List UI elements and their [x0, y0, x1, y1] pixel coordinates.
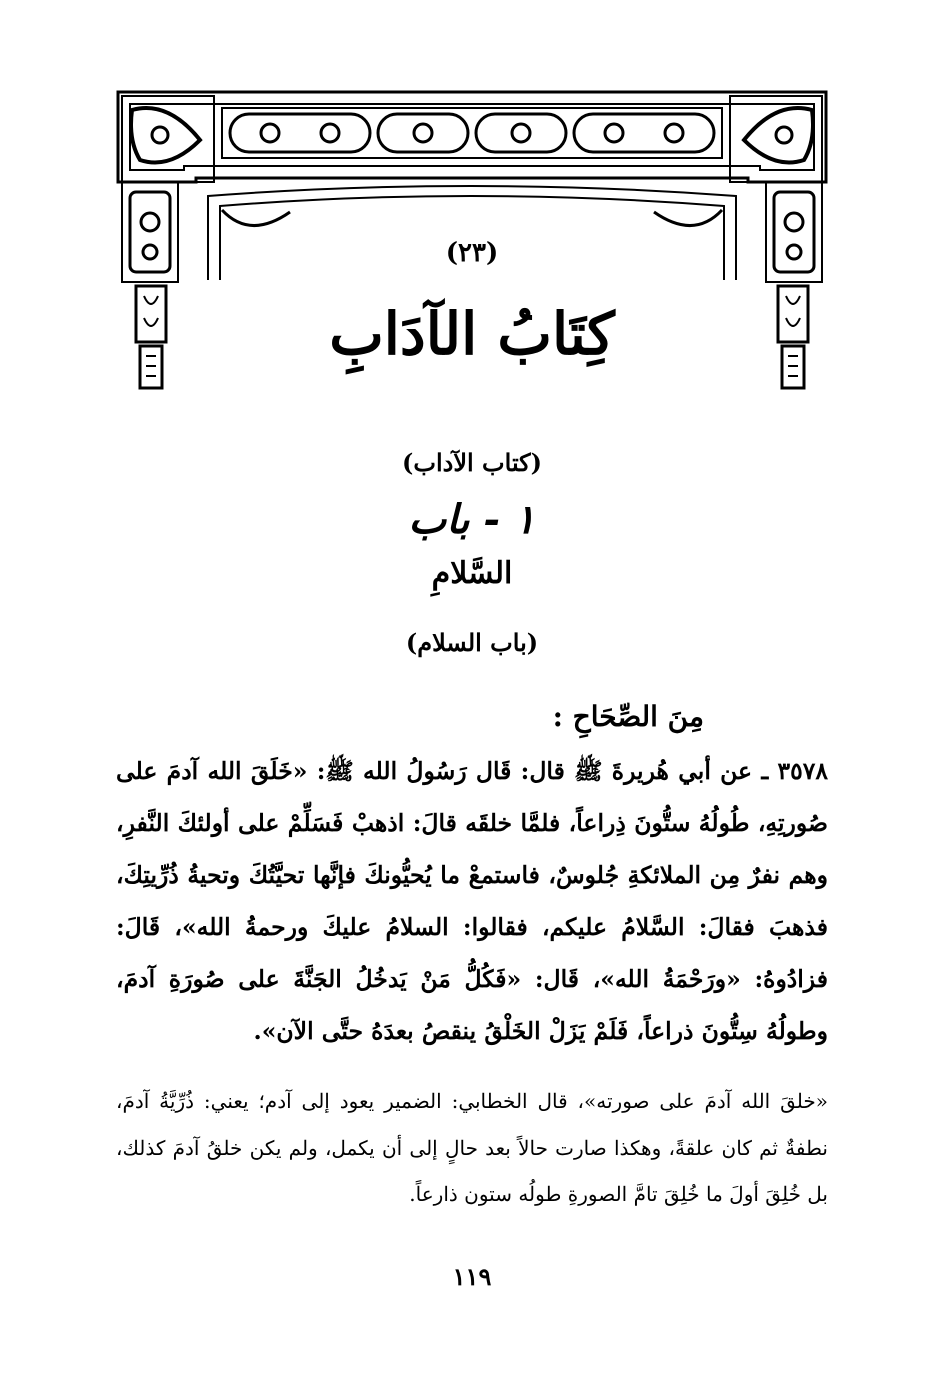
section-label: مِنَ الصِّحَاحِ :	[552, 700, 704, 733]
hadith-text: ٣٥٧٨ ـ عن أبي هُريرةَ ﷺ قال: قَال رَسُولُ الله ﷺ: «خَلَقَ الله آدمَ على صُورتِهِ، طُولُهُ ستُّونَ ذِراعاً، فلمَّا خلقَه قالَ: اذهبْ فَسَلِّمْ على أولئكَ النَّفرِ، وهم نفرٌ مِن الملائكةِ جُلوسٌ، فاستمعْ ما يُحيُّونكَ فإنَّها تحيَّتُكَ وتحيةُ ذُرِّيتِكَ، فذهبَ فقالَ: السَّلامُ عليكم، فقالوا: السلامُ عليكَ ورحمةُ الله»، قَالَ: فزادُوهُ: «ورَحْمَةُ الله»، قَال: «فَكُلُّ مَنْ يَدخُلُ الجَنَّةَ على صُورَةِ آدمَ، وطولُهُ سِتُّونَ ذراعاً، فَلَمْ يَزَلْ الخَلْقُ ينقصُ بعدَهُ حتَّى الآن».	[116, 757, 828, 1045]
commentary-text: «خلقَ الله آدمَ على صورته»، قال الخطابي: الضمير يعود إلى آدم؛ يعني: ذُرِّيَّةُ آدمَ، نطفةٌ ثم كان علقةً، وهكذا صارت حالاً بعد حالٍ إلى أن يكمل، ولم يكن خلقُ آدمَ كذلك، بل خُلِقَ أولَ ما خُلِقَ تامَّ الصورةِ طولُه ستون ذارعاً.	[116, 1089, 828, 1206]
page-number: ١١٩	[452, 1262, 492, 1291]
chapter-heading: ١ - باب	[408, 496, 536, 543]
chapter-subtitle: (باب السلام)	[405, 628, 539, 657]
book-title: (كتاب الآداب)	[402, 448, 542, 477]
chapter-title: السَّلامِ	[431, 556, 513, 591]
book-number: (٢٣)	[445, 238, 499, 268]
book-title-calligraphy: كِتَابُ الآدَابِ	[329, 300, 615, 368]
